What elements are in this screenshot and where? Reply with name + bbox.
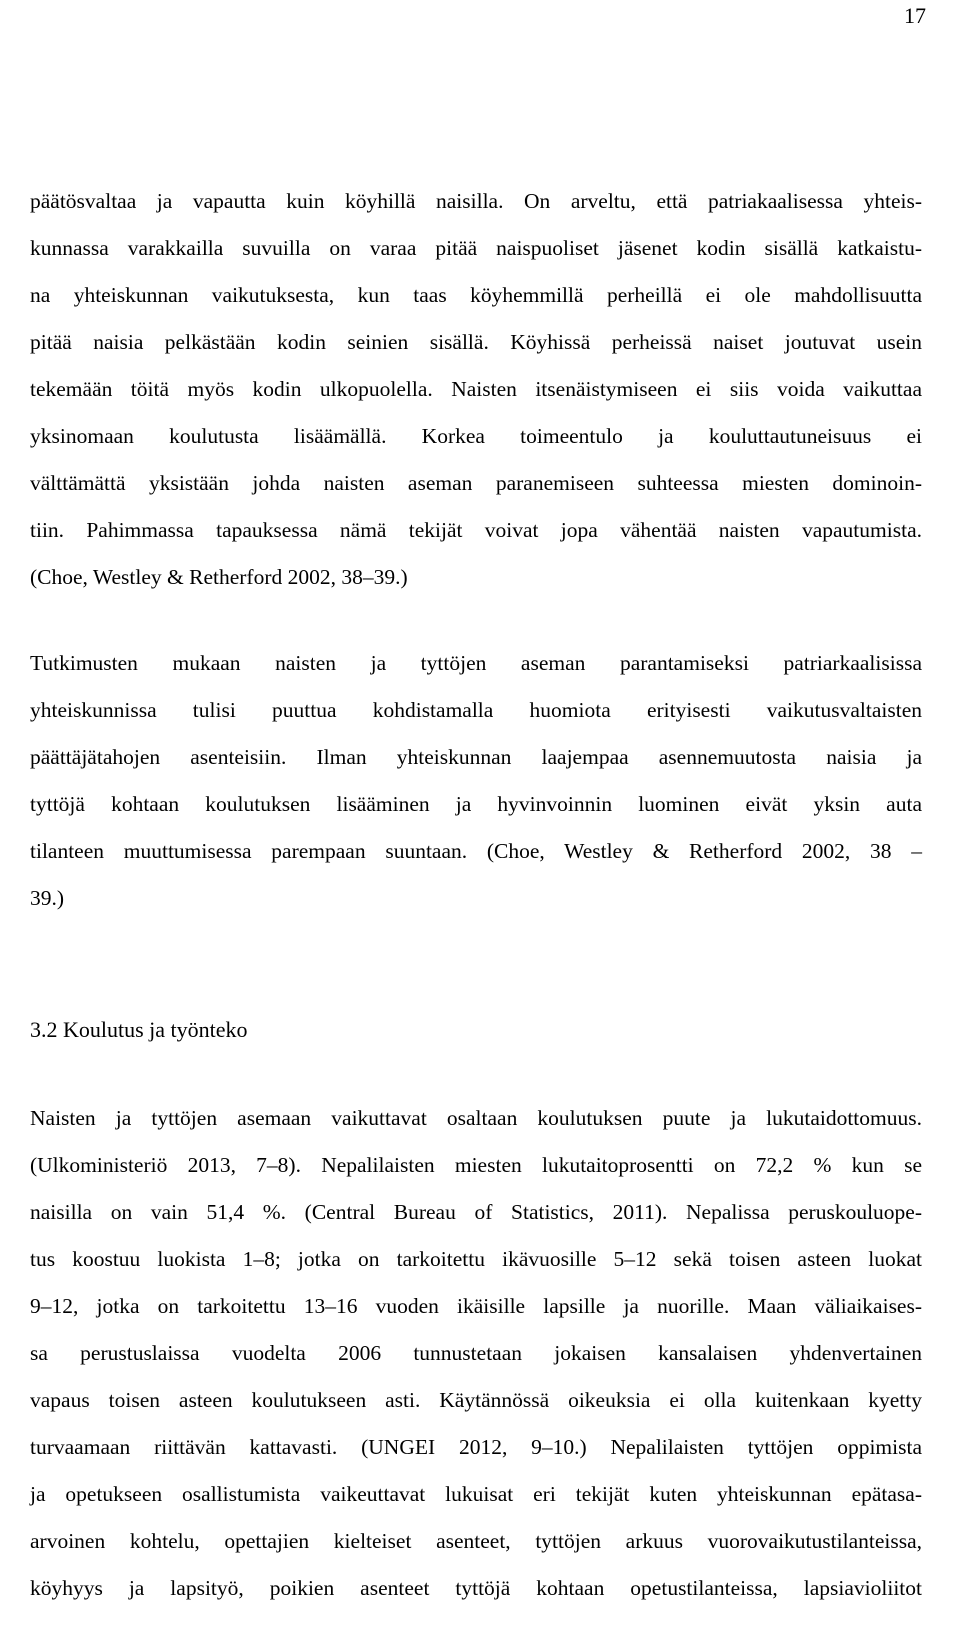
page-number: 17	[904, 3, 926, 28]
text-line: sa perustuslaissa vuodelta 2006 tunnustetaan jokaisen kansalaisen yhdenvertainen	[30, 1341, 922, 1365]
text-line: yhteiskunnissa tulisi puuttua kohdistamalla huomiota erityisesti vaikutusvaltaisten	[30, 698, 922, 722]
text-line: 39.)	[30, 886, 65, 910]
section-heading: 3.2 Koulutus ja työnteko	[30, 1017, 248, 1042]
text-line: arvoinen kohtelu, opettajien kielteiset asenteet, tyttöjen arkuus vuorovaikutustilanteissa,	[30, 1529, 922, 1553]
text-line: päättäjätahojen asenteisiin. Ilman yhteiskunnan laajempaa asennemuutosta naisia ja	[30, 745, 922, 769]
text-line: na yhteiskunnan vaikutuksesta, kun taas köyhemmillä perheillä ei ole mahdollisuutta	[30, 283, 922, 307]
text-line: päätösvaltaa ja vapautta kuin köyhillä naisilla. On arveltu, että patriakaalisessa yhteis-	[30, 189, 922, 213]
text-line: yksinomaan koulutusta lisäämällä. Korkea toimeentulo ja kouluttautuneisuus ei	[30, 424, 922, 448]
text-line: tilanteen muuttumisessa parempaan suuntaan. (Choe, Westley & Retherford 2002, 38 –	[30, 839, 922, 863]
text-line: Tutkimusten mukaan naisten ja tyttöjen aseman parantamiseksi patriarkaalisissa	[30, 651, 922, 675]
text-line: välttämättä yksistään johda naisten aseman paranemiseen suhteessa miesten dominoin-	[30, 471, 922, 495]
text-line: ja opetukseen osallistumista vaikeuttavat lukuisat eri tekijät kuten yhteiskunnan epätasa-	[30, 1482, 922, 1506]
text-line: tyttöjä kohtaan koulutuksen lisääminen ja hyvinvoinnin luominen eivät yksin auta	[30, 792, 922, 816]
text-line: naisilla on vain 51,4 %. (Central Bureau of Statistics, 2011). Nepalissa peruskouluope-	[30, 1200, 922, 1224]
text-line: vapaus toisen asteen koulutukseen asti. Käytännössä oikeuksia ei olla kuitenkaan kyetty	[30, 1388, 922, 1412]
text-line: tekemään töitä myös kodin ulkopuolella. Naisten itsenäistymiseen ei siis voida vaikuttaa	[30, 377, 922, 401]
text-line: turvaamaan riittävän kattavasti. (UNGEI 2012, 9–10.) Nepalilaisten tyttöjen oppimista	[30, 1435, 922, 1459]
text-line: pitää naisia pelkästään kodin seinien sisällä. Köyhissä perheissä naiset joutuvat usein	[30, 330, 922, 354]
text-line: kunnassa varakkailla suvuilla on varaa pitää naispuoliset jäsenet kodin sisällä katkaistu-	[30, 236, 922, 260]
text-line: köyhyys ja lapsityö, poikien asenteet tyttöjä kohtaan opetustilanteissa, lapsiavioliitot	[30, 1576, 922, 1600]
text-line: tus koostuu luokista 1–8; jotka on tarkoitettu ikävuosille 5–12 sekä toisen asteen luokat	[30, 1247, 922, 1271]
text-line: (Ulkoministeriö 2013, 7–8). Nepalilaisten miesten lukutaitoprosentti on 72,2 % kun se	[30, 1153, 922, 1177]
text-line: (Choe, Westley & Retherford 2002, 38–39.)	[30, 565, 408, 589]
text-line: 9–12, jotka on tarkoitettu 13–16 vuoden ikäisille lapsille ja nuorille. Maan väliaikaises-	[30, 1294, 922, 1318]
text-line: Naisten ja tyttöjen asemaan vaikuttavat osaltaan koulutuksen puute ja lukutaidottomuus.	[30, 1106, 922, 1130]
text-line: tiin. Pahimmassa tapauksessa nämä tekijät voivat jopa vähentää naisten vapautumista.	[30, 518, 922, 542]
